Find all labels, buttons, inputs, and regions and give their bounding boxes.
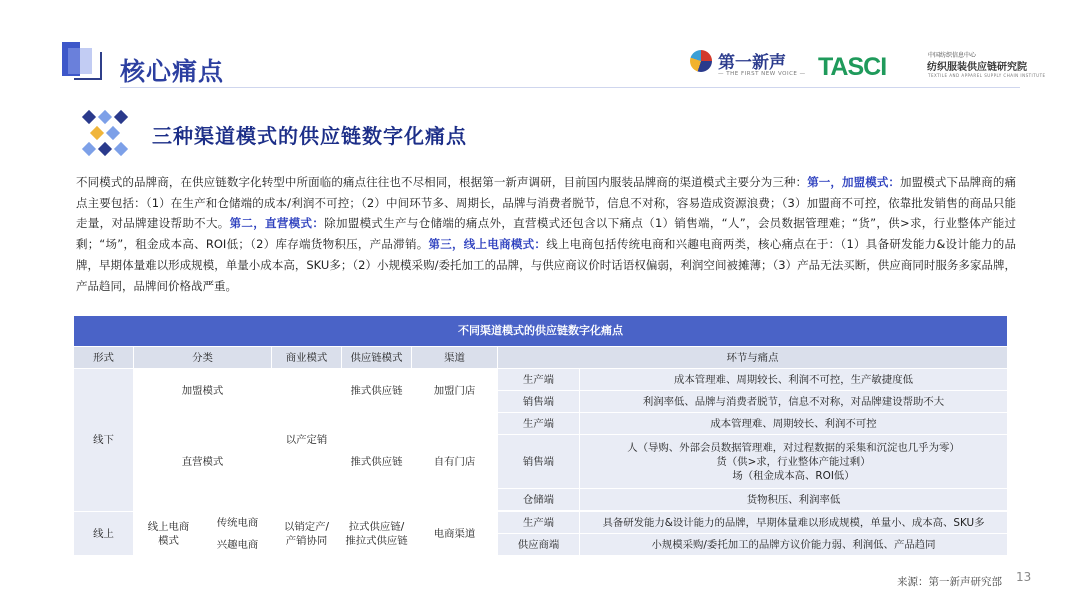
supply-chain-mode: 推式供应链: [342, 369, 412, 413]
pain-points-table: [73, 315, 1008, 556]
pain-point: 利润率低、品牌与消费者脱节，信息不对称，对品牌建设帮助不大: [580, 391, 1008, 413]
table-caption-row: [74, 316, 1008, 347]
paragraph-text: 除加盟模式生产与仓储端的痛点外，直营模式还包含以下痛点（1）销售端，“人”，会员数据管理难；“货”，供>求，行业整体产能过剩；“场”，租金成本高、ROI低；（2）库存端货物积压，产品滞销。: [76, 216, 1017, 252]
paragraph-text: 线上电商包括传统电商和兴趣电商两类，核心痛点在于：（1）具备研发能力&设计能力的品牌，早期体量难以形成规模，单量小成本高，SKU多；（2）小规模采购/委托加工的品牌，与供应商议价时话语权偏弱，利润空间被摊薄；（3）产品无法买断，供应商同时服务多家品牌，产品趋同，品牌间价格战严重。: [76, 237, 1017, 293]
header-cell: 供应链模式: [342, 347, 412, 369]
pain-point: 小规模采购/委托加工的品牌方议价能力弱、利润低、产品趋同: [580, 534, 1008, 556]
pain-point-line: 人（导购、外部会员数据管理难，对过程数据的采集和沉淀也几乎为零）: [627, 441, 960, 454]
header-cell: 分类: [134, 347, 272, 369]
highlight-franchise: 第一，加盟模式：: [807, 175, 901, 189]
header-cell: 环节与痛点: [498, 347, 1008, 369]
pain-point: 具备研发能力&设计能力的品牌，早期体量难以形成规模，单量小、成本高、SKU多: [580, 512, 1008, 534]
supply-chain-line: 推拉式供应链: [345, 534, 408, 547]
form-online: 线上: [74, 512, 134, 556]
institute-logo-en: TEXTILE AND APPAREL SUPPLY CHAIN INSTITUTE: [928, 73, 1046, 78]
pain-point: 成本管理难、周期较长、利润不可控: [580, 413, 1008, 435]
business-model: [272, 512, 342, 556]
logo-subtext: — THE FIRST NEW VOICE —: [718, 71, 806, 77]
category-line: 线上电商: [147, 520, 190, 533]
stage: 仓储端: [498, 489, 580, 511]
business-model-line: 产销协同: [285, 534, 328, 547]
first-new-voice-logo: [690, 48, 830, 80]
page-number: 13: [1016, 570, 1032, 584]
channel: 加盟门店: [412, 369, 498, 413]
business-model-line: 以销定产/: [283, 520, 330, 533]
form-offline: 线下: [74, 369, 134, 512]
business-model: 以产定销: [272, 369, 342, 512]
pain-point-line: 货（供>求，行业整体产能过剩）: [716, 455, 871, 468]
category-online: [134, 512, 204, 556]
table-row: [74, 369, 1008, 391]
channel: 自有门店: [412, 413, 498, 512]
institute-logo-name: 纺织服装供应链研究院: [927, 62, 1027, 73]
diamond-cluster-icon: [78, 110, 134, 156]
supply-chain-line: 拉式供应链/: [348, 520, 405, 533]
highlight-online: 第三，线上电商模式：: [428, 237, 547, 252]
table-row: [74, 413, 1008, 435]
stage: 供应商端: [498, 534, 580, 556]
table-caption: 不同渠道模式的供应链数字化痛点: [74, 316, 1008, 347]
table-row: [74, 512, 1008, 534]
source-note: 来源：第一新声研究部: [897, 576, 1002, 588]
category-franchise: 加盟模式: [134, 369, 272, 413]
pain-point: [580, 435, 1008, 489]
logo-ball-icon: [690, 50, 712, 72]
institute-logo-top: 中国纺织信息中心: [928, 52, 977, 59]
category-direct: 直营模式: [134, 413, 272, 512]
stage: 生产端: [498, 369, 580, 391]
pain-point: 成本管理难、周期较长、利润不可控，生产敏捷度低: [580, 369, 1008, 391]
supply-chain-mode: 推式供应链: [342, 413, 412, 512]
highlight-direct: 第二，直营模式：: [229, 216, 325, 231]
header-cell: 渠道: [412, 347, 498, 369]
subcategory-interest: 兴趣电商: [204, 534, 272, 556]
category-line: 模式: [158, 534, 179, 547]
section-title: 三种渠道模式的供应链数字化痛点: [152, 124, 467, 148]
subcategory-traditional: 传统电商: [204, 512, 272, 534]
page-title: 核心痛点: [120, 57, 225, 86]
stage: 生产端: [498, 512, 580, 534]
header-cell: 形式: [74, 347, 134, 369]
table-row: [74, 534, 1008, 556]
supply-chain-mode: [342, 512, 412, 556]
stage: 生产端: [498, 413, 580, 435]
paragraph-text: 不同模式的品牌商，在供应链数字化转型中所面临的痛点往往也不尽相同，根据第一新声调研，目前国内服装品牌商的渠道模式主要分为三种：: [76, 175, 808, 189]
logo-text: 第一新声: [718, 53, 786, 73]
pain-point-line: 场（租金成本高、ROI低）: [732, 469, 855, 482]
table-header-row: [74, 347, 1008, 369]
pain-point: 货物积压、利润率低: [580, 489, 1008, 511]
header-divider: [120, 87, 1020, 88]
header-cell: 商业模式: [272, 347, 342, 369]
stage: 销售端: [498, 435, 580, 489]
stage: 销售端: [498, 391, 580, 413]
tasci-logo: TASCI: [818, 53, 887, 81]
header-decoration: [74, 52, 102, 80]
channel: 电商渠道: [412, 512, 498, 556]
paragraph-text: 加盟模式下品牌商的痛点主要包括：（1）在生产和仓储端的成本/利润不可控；（2）中间环节多、周期长，品牌与消费者脱节，信息不对称，容易造成资源浪费；（3）加盟商不可控，依靠批发销售的商品只能走量，对品牌建设帮助不大。: [76, 175, 1017, 231]
body-paragraph: [76, 172, 1016, 296]
